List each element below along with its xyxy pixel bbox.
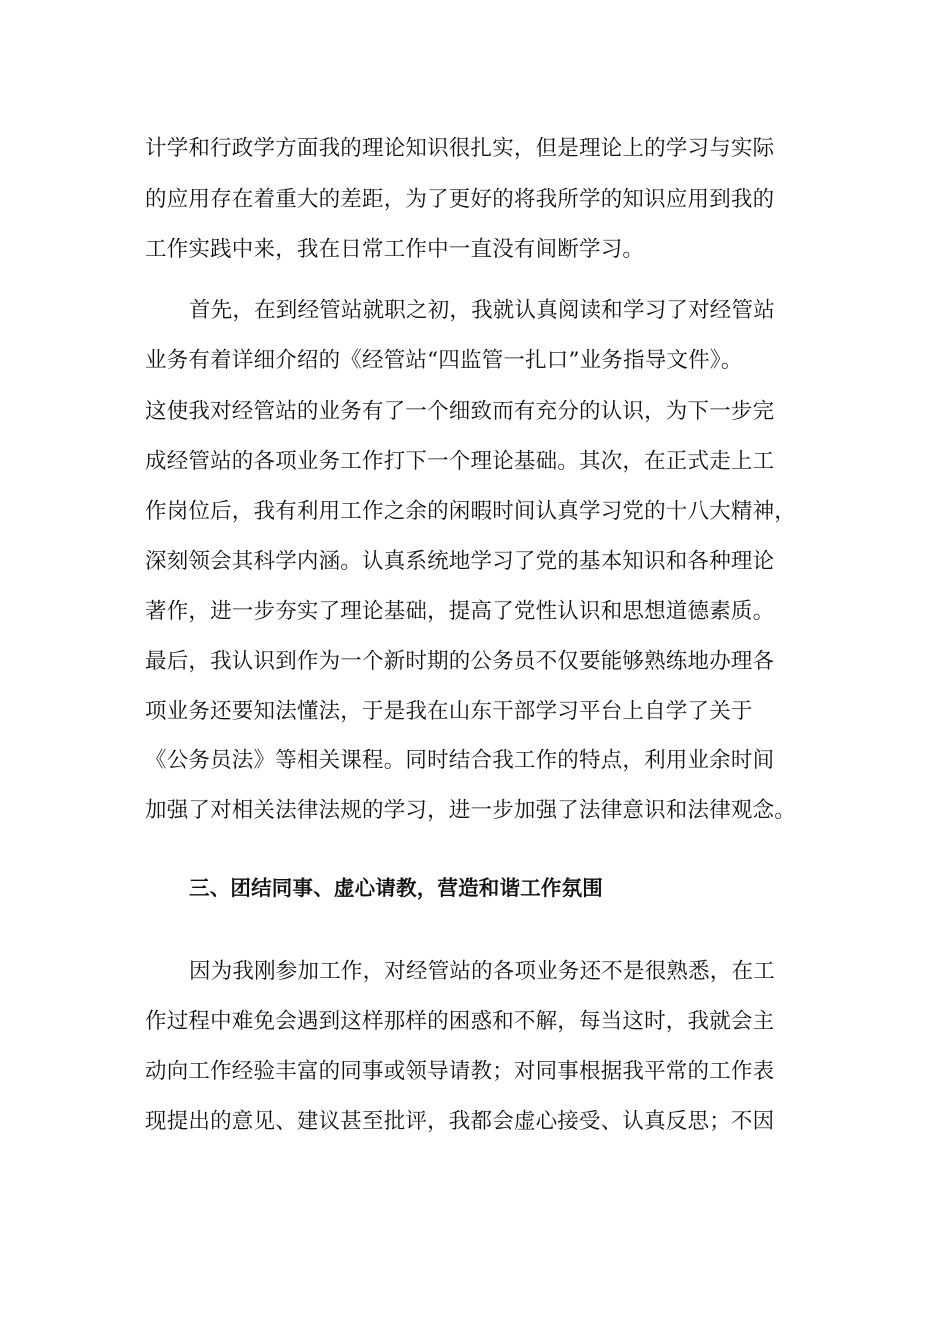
paragraph-2-line-10: 《公务员法》等相关课程。同时结合我工作的特点，利用业余时间: [145, 748, 775, 773]
paragraph-1-line-2: 的应用存在着重大的差距，为了更好的将我所学的知识应用到我的: [145, 187, 775, 212]
paragraph-2-line-5: 作岗位后，我有利用工作之余的闲暇时间认真学习党的十八大精神，: [145, 499, 797, 524]
paragraph-3-line-2: 作过程中难免会遇到这样那样的困惑和不解，每当这时，我就会主: [145, 1009, 775, 1034]
paragraph-1-line-3: 工作实践中来，我在日常工作中一直没有间断学习。: [145, 237, 645, 262]
paragraph-3-line-3: 动向工作经验丰富的同事或领导请教；对同事根据我平常的工作表: [145, 1059, 775, 1084]
paragraph-2-line-4: 成经管站的各项业务工作打下一个理论基础。其次，在正式走上工: [145, 449, 775, 474]
section-heading-3: 三、团结同事、虚心请教，营造和谐工作氛围: [189, 876, 603, 900]
paragraph-2-line-7: 著作，进一步夯实了理论基础，提高了党性认识和思想道德素质。: [145, 599, 775, 624]
paragraph-2-line-11: 加强了对相关法律法规的学习，进一步加强了法律意识和法律观念。: [145, 798, 797, 823]
paragraph-1-line-1: 计学和行政学方面我的理论知识很扎实，但是理论上的学习与实际: [145, 136, 775, 161]
paragraph-3-line-4: 现提出的意见、建议甚至批评，我都会虚心接受、认真反思；不因: [145, 1109, 775, 1134]
paragraph-3-line-1: 因为我刚参加工作，对经管站的各项业务还不是很熟悉，在工: [189, 959, 775, 984]
paragraph-2-line-1: 首先，在到经管站就职之初，我就认真阅读和学习了对经管站: [189, 298, 775, 323]
paragraph-2-line-8: 最后，我认识到作为一个新时期的公务员不仅要能够熟练地办理各: [145, 649, 775, 674]
paragraph-2-line-6: 深刻领会其科学内涵。认真系统地学习了党的基本知识和各种理论: [145, 549, 775, 574]
paragraph-2-line-9: 项业务还要知法懂法，于是我在山东干部学习平台上自学了关于: [145, 699, 753, 724]
paragraph-2-line-3: 这使我对经管站的业务有了一个细致而有充分的认识，为下一步完: [145, 399, 775, 424]
paragraph-2-line-2: 业务有着详细介绍的《经管站“四监管一扎口”业务指导文件》。: [145, 348, 743, 373]
